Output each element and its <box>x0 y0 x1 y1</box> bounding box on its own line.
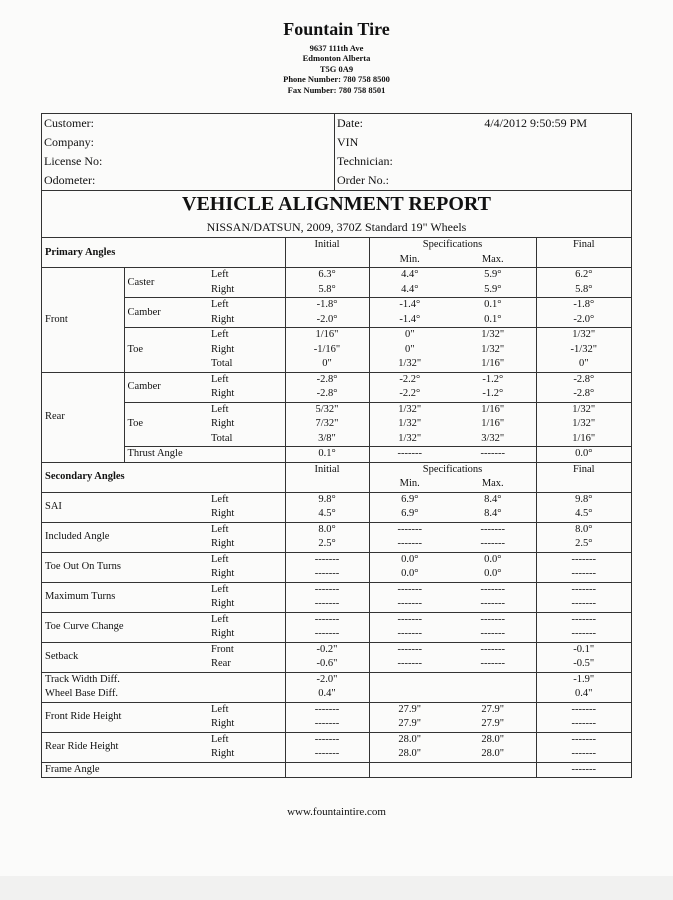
footer-url: www.fountaintire.com <box>287 806 386 818</box>
phone-line <box>0 74 673 85</box>
table-row <box>42 268 631 283</box>
value-cell: 8.4° <box>484 508 502 520</box>
value-cell: ------- <box>285 732 369 747</box>
value-cell: ------- <box>285 627 369 642</box>
value-cell: -0.6" <box>285 657 369 672</box>
value-cell: 27.9" <box>481 718 505 730</box>
value-cell <box>450 672 536 687</box>
value-cell: -1.2° <box>482 388 504 400</box>
value-cell: -0.1" <box>536 642 631 657</box>
value-cell: 0" <box>369 328 450 343</box>
side-label: Left <box>211 299 229 311</box>
value-cell: 1/32" <box>481 343 505 355</box>
value-cell: -2.8° <box>536 387 631 402</box>
table-row <box>42 522 631 537</box>
value-cell: -1/32" <box>536 343 631 358</box>
side-label: Left <box>211 613 229 625</box>
value-cell: ------- <box>536 597 631 612</box>
value-cell: ------- <box>369 522 450 537</box>
wheel-base-label: Wheel Base Diff. <box>45 688 118 700</box>
primary-angles-title: Primary Angles <box>45 246 116 258</box>
frame-angle-label: Frame Angle <box>45 763 100 775</box>
value-cell: ------- <box>285 717 369 732</box>
company-name: Fountain Tire <box>283 19 390 39</box>
value-cell <box>450 687 536 702</box>
vehicle-description: NISSAN/DATSUN, 2009, 370Z Standard 19" Wheels <box>42 217 631 238</box>
max-header: Max. <box>481 253 504 265</box>
side-label: Left <box>211 523 229 535</box>
value-cell: -2.8° <box>285 372 369 387</box>
value-cell: 0.1° <box>484 299 502 311</box>
value-cell: 7/32" <box>285 417 369 432</box>
initial-header: Initial <box>285 462 369 492</box>
value-cell: -2.8° <box>536 372 631 387</box>
value-cell: ------- <box>480 448 505 460</box>
value-cell: -2.0° <box>536 313 631 328</box>
side-label: Rear <box>211 658 231 670</box>
value-cell: -2.0° <box>285 313 369 328</box>
value-cell: 9.8° <box>285 492 369 507</box>
sai-label: SAI <box>45 501 62 512</box>
value-cell: ------- <box>369 582 450 597</box>
value-cell: 0.1° <box>285 447 369 463</box>
phone-label: Phone Number: <box>283 74 341 85</box>
value-cell: 27.9" <box>369 717 450 732</box>
value-cell: 8.0° <box>536 522 631 537</box>
fax-line <box>0 85 673 96</box>
value-cell: ------- <box>369 597 450 612</box>
value-cell: ------- <box>480 538 505 550</box>
value-cell: 1/16" <box>285 328 369 343</box>
side-label: Right <box>211 508 235 520</box>
table-row <box>42 552 631 567</box>
fax-number: 780 758 8501 <box>338 85 386 95</box>
value-cell: -2.2° <box>369 387 450 402</box>
value-cell: ------- <box>369 447 450 463</box>
rear-group-label: Rear <box>42 372 124 462</box>
side-label: Left <box>211 553 229 565</box>
value-cell: 0.0° <box>536 447 631 463</box>
table-row <box>42 447 631 463</box>
company-field: Company: <box>44 135 94 149</box>
date-label: Date: <box>337 116 363 130</box>
value-cell: ------- <box>480 643 505 655</box>
value-cell: ------- <box>369 657 450 672</box>
value-cell: ------- <box>285 747 369 762</box>
report-title: VEHICLE ALIGNMENT REPORT <box>182 193 491 215</box>
value-cell: ------- <box>285 567 369 582</box>
value-cell: 27.9" <box>481 703 505 715</box>
value-cell: 5.9° <box>484 269 502 281</box>
value-cell: ------- <box>369 537 450 552</box>
value-cell: ------- <box>536 747 631 762</box>
side-label: Right <box>211 388 235 400</box>
value-cell: ------- <box>285 597 369 612</box>
side-label: Left <box>211 703 229 715</box>
value-cell: 28.0" <box>369 747 450 762</box>
value-cell: ------- <box>480 523 505 535</box>
value-cell: ------- <box>480 658 505 670</box>
postal-code: T5G 0A9 <box>319 63 354 74</box>
side-label: Front <box>211 643 234 655</box>
value-cell: 28.0" <box>481 748 505 760</box>
table-row <box>42 492 631 507</box>
value-cell: 1/16" <box>481 418 505 430</box>
value-cell: ------- <box>369 642 450 657</box>
license-field: License No: <box>44 154 103 168</box>
address-line-2: Edmonton Alberta <box>302 53 371 64</box>
value-cell: 8.0° <box>285 522 369 537</box>
value-cell: ------- <box>536 627 631 642</box>
value-cell: 28.0" <box>481 733 505 745</box>
final-header: Final <box>536 462 631 492</box>
value-cell: -1.4° <box>369 298 450 313</box>
value-cell: ------- <box>480 628 505 640</box>
fax-label: Fax Number: <box>287 85 337 95</box>
final-header: Final <box>536 238 631 268</box>
value-cell: 0" <box>536 357 631 372</box>
value-cell: 4.5° <box>536 507 631 522</box>
value-cell: -2.0" <box>285 672 369 687</box>
date-field <box>335 114 631 133</box>
date-value: 4/4/2012 9:50:59 PM <box>484 116 587 130</box>
value-cell: 1/32" <box>369 402 450 417</box>
table-row <box>42 762 631 777</box>
side-label: Left <box>211 403 229 415</box>
value-cell: 5/32" <box>285 402 369 417</box>
value-cell: -1.8° <box>536 298 631 313</box>
value-cell <box>450 762 536 777</box>
toe-out-label: Toe Out On Turns <box>45 561 121 572</box>
value-cell: -1.4° <box>369 313 450 328</box>
specifications-header: Specifications <box>369 462 536 477</box>
order-field: Order No.: <box>337 173 389 187</box>
side-label: Right <box>211 538 235 550</box>
value-cell: ------- <box>285 612 369 627</box>
value-cell: 2.5° <box>536 537 631 552</box>
value-cell: 5.9° <box>484 283 502 295</box>
value-cell: 3/8" <box>285 432 369 447</box>
value-cell: ------- <box>285 552 369 567</box>
value-cell <box>369 687 450 702</box>
table-row <box>42 328 631 343</box>
value-cell: 6.9° <box>369 492 450 507</box>
value-cell: ------- <box>536 702 631 717</box>
side-label: Left <box>211 493 229 505</box>
value-cell: 1/32" <box>369 357 450 372</box>
side-label: Right <box>211 343 235 355</box>
side-label: Total <box>211 432 233 444</box>
value-cell: 1/32" <box>369 417 450 432</box>
info-right-column <box>335 114 631 190</box>
value-cell: ------- <box>285 582 369 597</box>
value-cell: 5.8° <box>536 283 631 298</box>
setback-label: Setback <box>45 651 79 662</box>
alignment-table <box>42 238 631 777</box>
table-row <box>42 372 631 387</box>
side-label: Left <box>211 329 229 341</box>
table-row <box>42 298 631 313</box>
value-cell: ------- <box>480 613 505 625</box>
value-cell: -1.8° <box>285 298 369 313</box>
value-cell: -0.5" <box>536 657 631 672</box>
side-label: Right <box>211 568 235 580</box>
value-cell: 1/16" <box>536 432 631 447</box>
odometer-field: Odometer: <box>44 173 96 187</box>
value-cell: 2.5° <box>285 537 369 552</box>
value-cell: ------- <box>480 583 505 595</box>
value-cell: ------- <box>536 732 631 747</box>
side-label: Left <box>211 373 229 385</box>
value-cell: -0.2" <box>285 642 369 657</box>
value-cell: -2.2° <box>369 372 450 387</box>
table-row <box>42 612 631 627</box>
side-label: Right <box>211 283 235 295</box>
value-cell <box>285 762 369 777</box>
table-row <box>42 732 631 747</box>
value-cell: 1/32" <box>481 329 505 341</box>
phone-number: 780 758 8500 <box>343 74 390 85</box>
value-cell: ------- <box>369 627 450 642</box>
value-cell: 1/32" <box>369 432 450 447</box>
side-label: Right <box>211 628 235 640</box>
side-label: Right <box>211 313 235 325</box>
value-cell: 9.8° <box>536 492 631 507</box>
value-cell: ------- <box>536 717 631 732</box>
value-cell: -1.9" <box>536 672 631 687</box>
primary-header-row <box>42 238 631 253</box>
value-cell: 1/32" <box>536 417 631 432</box>
value-cell: 0" <box>369 343 450 358</box>
min-header: Min. <box>369 253 450 268</box>
secondary-angles-title: Secondary Angles <box>45 471 125 482</box>
table-row <box>42 687 631 702</box>
side-label: Right <box>211 718 235 730</box>
rear-camber-label: Camber <box>127 381 161 392</box>
value-cell: ------- <box>536 762 631 777</box>
value-cell: 0.1° <box>484 313 502 325</box>
side-label: Left <box>211 733 229 745</box>
vin-field: VIN <box>337 135 359 149</box>
value-cell: 8.4° <box>484 493 502 505</box>
value-cell: ------- <box>536 582 631 597</box>
value-cell: ------- <box>285 702 369 717</box>
table-row <box>42 402 631 417</box>
value-cell: 27.9" <box>369 702 450 717</box>
value-cell: 1/32" <box>536 328 631 343</box>
side-label: Left <box>211 583 229 595</box>
value-cell: 0.4" <box>536 687 631 702</box>
toe-curve-change-label: Toe Curve Change <box>45 621 124 632</box>
value-cell: 6.2° <box>536 268 631 283</box>
maximum-turns-label: Maximum Turns <box>45 591 116 602</box>
value-cell: 6.3° <box>285 268 369 283</box>
value-cell: 5.8° <box>285 283 369 298</box>
side-label: Right <box>211 748 235 760</box>
track-width-label: Track Width Diff. <box>45 673 120 685</box>
table-row <box>42 702 631 717</box>
value-cell: -1.2° <box>482 373 504 385</box>
value-cell: 6.9° <box>369 507 450 522</box>
front-camber-label: Camber <box>127 306 161 318</box>
value-cell: 0.0° <box>369 552 450 567</box>
included-angle-label: Included Angle <box>45 531 110 542</box>
value-cell: 28.0" <box>369 732 450 747</box>
value-cell: 3/32" <box>481 432 505 444</box>
table-row <box>42 672 631 687</box>
side-label: Total <box>211 358 233 370</box>
value-cell: ------- <box>480 598 505 610</box>
value-cell: 0.4" <box>285 687 369 702</box>
side-label: Left <box>211 269 229 281</box>
value-cell: 1/32" <box>536 402 631 417</box>
value-cell: 4.5° <box>285 507 369 522</box>
value-cell: 0" <box>285 357 369 372</box>
value-cell: 1/16" <box>481 358 505 370</box>
front-group-label: Front <box>42 268 124 373</box>
report-box <box>41 113 632 778</box>
rear-ride-height-label: Rear Ride Height <box>45 741 119 752</box>
value-cell: 1/16" <box>481 403 505 415</box>
value-cell <box>369 762 450 777</box>
value-cell: ------- <box>536 552 631 567</box>
front-toe-label: Toe <box>127 343 144 355</box>
technician-field: Technician: <box>337 154 393 168</box>
value-cell: ------- <box>536 567 631 582</box>
value-cell: 4.4° <box>369 283 450 298</box>
initial-header: Initial <box>285 238 369 268</box>
value-cell <box>369 672 450 687</box>
value-cell: 0.0° <box>484 568 502 580</box>
shop-header <box>0 18 673 96</box>
customer-info <box>42 114 631 191</box>
table-row <box>42 642 631 657</box>
value-cell: 0.0° <box>369 567 450 582</box>
address-line-1: 9637 111th Ave <box>309 42 364 53</box>
front-ride-height-label: Front Ride Height <box>45 711 122 722</box>
rear-toe-label: Toe <box>127 418 144 430</box>
secondary-header-row <box>42 462 631 477</box>
side-label: Right <box>211 598 235 610</box>
specifications-header: Specifications <box>369 238 536 253</box>
scan-page-edge <box>0 876 673 900</box>
caster-label: Caster <box>127 276 155 288</box>
value-cell: 4.4° <box>369 268 450 283</box>
thrust-angle-label: Thrust Angle <box>127 448 183 460</box>
value-cell: -2.8° <box>285 387 369 402</box>
max-header: Max. <box>481 478 504 490</box>
value-cell: 0.0° <box>484 553 502 565</box>
min-header: Min. <box>369 477 450 492</box>
customer-field: Customer: <box>44 116 94 130</box>
value-cell: ------- <box>536 612 631 627</box>
value-cell: ------- <box>369 612 450 627</box>
side-label: Right <box>211 418 235 430</box>
info-left-column <box>42 114 335 190</box>
table-row <box>42 582 631 597</box>
value-cell: -1/16" <box>285 343 369 358</box>
